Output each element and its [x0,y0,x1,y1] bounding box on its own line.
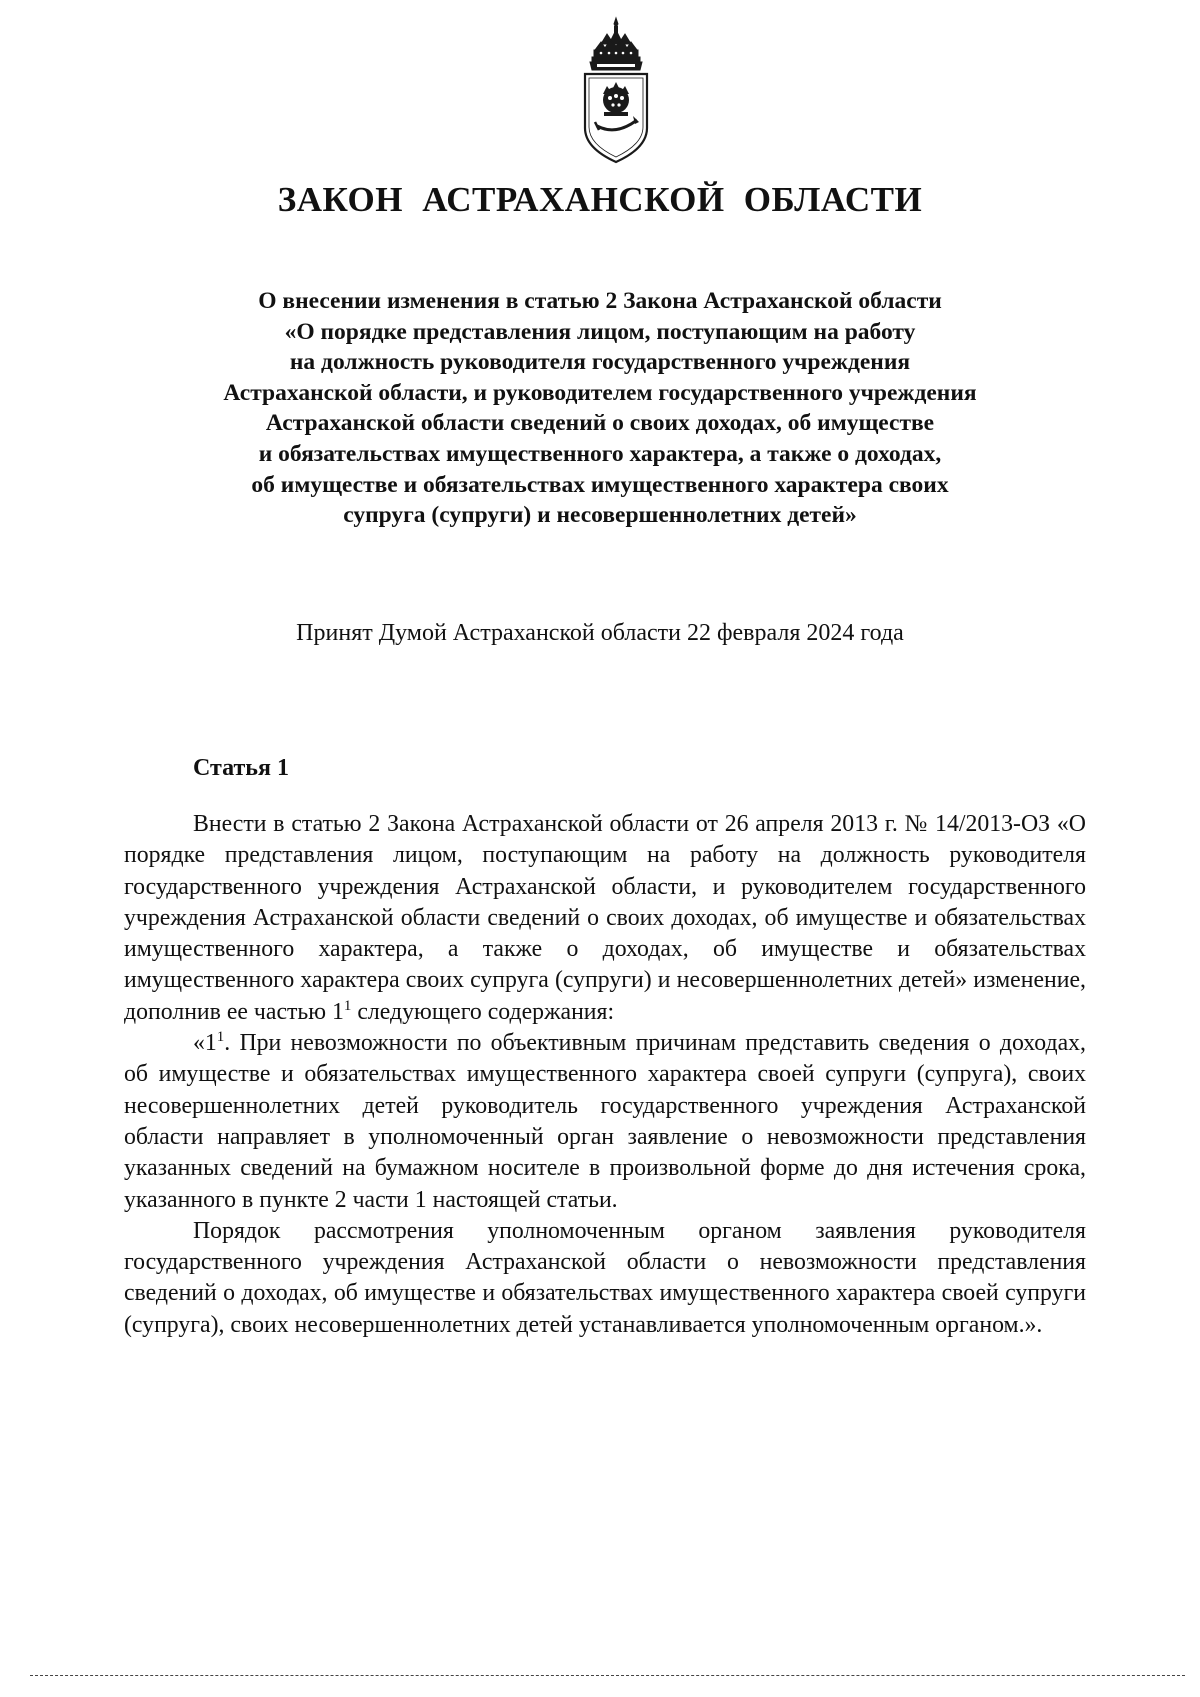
law-title [150,286,1050,531]
document-type-heading: ЗАКОН АСТРАХАНСКОЙ ОБЛАСТИ [277,180,923,219]
adoption-statement: Принят Думой Астраханской области 22 февраля 2024 года [296,620,904,646]
law-title-line: «О порядке представления лицом, поступающим на работу [284,318,916,345]
paragraph-text: . При невозможности по объективным причинам представить сведения о доходах, об имуществе и обязательствах имущественного характера своей супруги (супруга), своих несовершеннолетних детей руководитель государственного учреждения Астраханской области направляет в уполномоченный орган заявление о невозможности представления указанных сведений на бумажном носителе в произвольной форме до дня истечения срока, указанного в пункте 2 части 1 настоящей статьи. [124,1030,1086,1213]
superscript: 1 [216,1029,225,1046]
article-paragraph: Порядок рассмотрения уполномоченным органом заявления руководителя государственного учреждения Астраханской области о невозможности представления сведений о доходах, об имуществе и обязательствах имущественного характера своей супруги (супруга), своих несовершеннолетних детей устанавливается уполномоченным органом.». [124,1217,1086,1338]
astrakhan-coat-of-arms-icon [577,16,655,166]
page-bottom-rule [30,1675,1185,1676]
article-body [124,809,1086,1341]
article-paragraph [124,809,1086,1028]
article-heading: Статья 1 [193,755,289,781]
paragraph-text: следующего содержания: [351,998,615,1025]
law-title-line: Астраханской области сведений о своих доходах, об имуществе [265,410,935,437]
law-title-line: Астраханской области, и руководителем государственного учреждения [223,379,977,406]
law-title-line: О внесении изменения в статью 2 Закона Астраханской области [258,288,942,314]
law-title-line: и обязательствах имущественного характера, а также о доходах, [258,440,942,467]
paragraph-text: Внести в статью 2 Закона Астраханской области от 26 апреля 2013 г. № 14/2013-ОЗ «О порядке представления лицом, поступающим на работу на должность руководителя государственного учреждения Астраханской области, и руководителем государственного учреждения Астраханской области сведений о своих доходах, об имуществе и обязательствах имущественного характера, а также о доходах, об имуществе и обязательствах имущественного характера своих супруга (супруги) и несовершеннолетних детей» изменение, дополнив ее частью 1 [124,811,1086,1025]
law-title-line: об имуществе и обязательствах имущественного характера своих [251,471,949,498]
law-title-line: на должность руководителя государственного учреждения [289,349,911,376]
superscript: 1 [343,997,352,1014]
paragraph-text: «1 [193,1030,217,1057]
law-title-line: супруга (супруги) и несовершеннолетних детей» [343,502,857,529]
article-paragraph [124,1028,1086,1216]
